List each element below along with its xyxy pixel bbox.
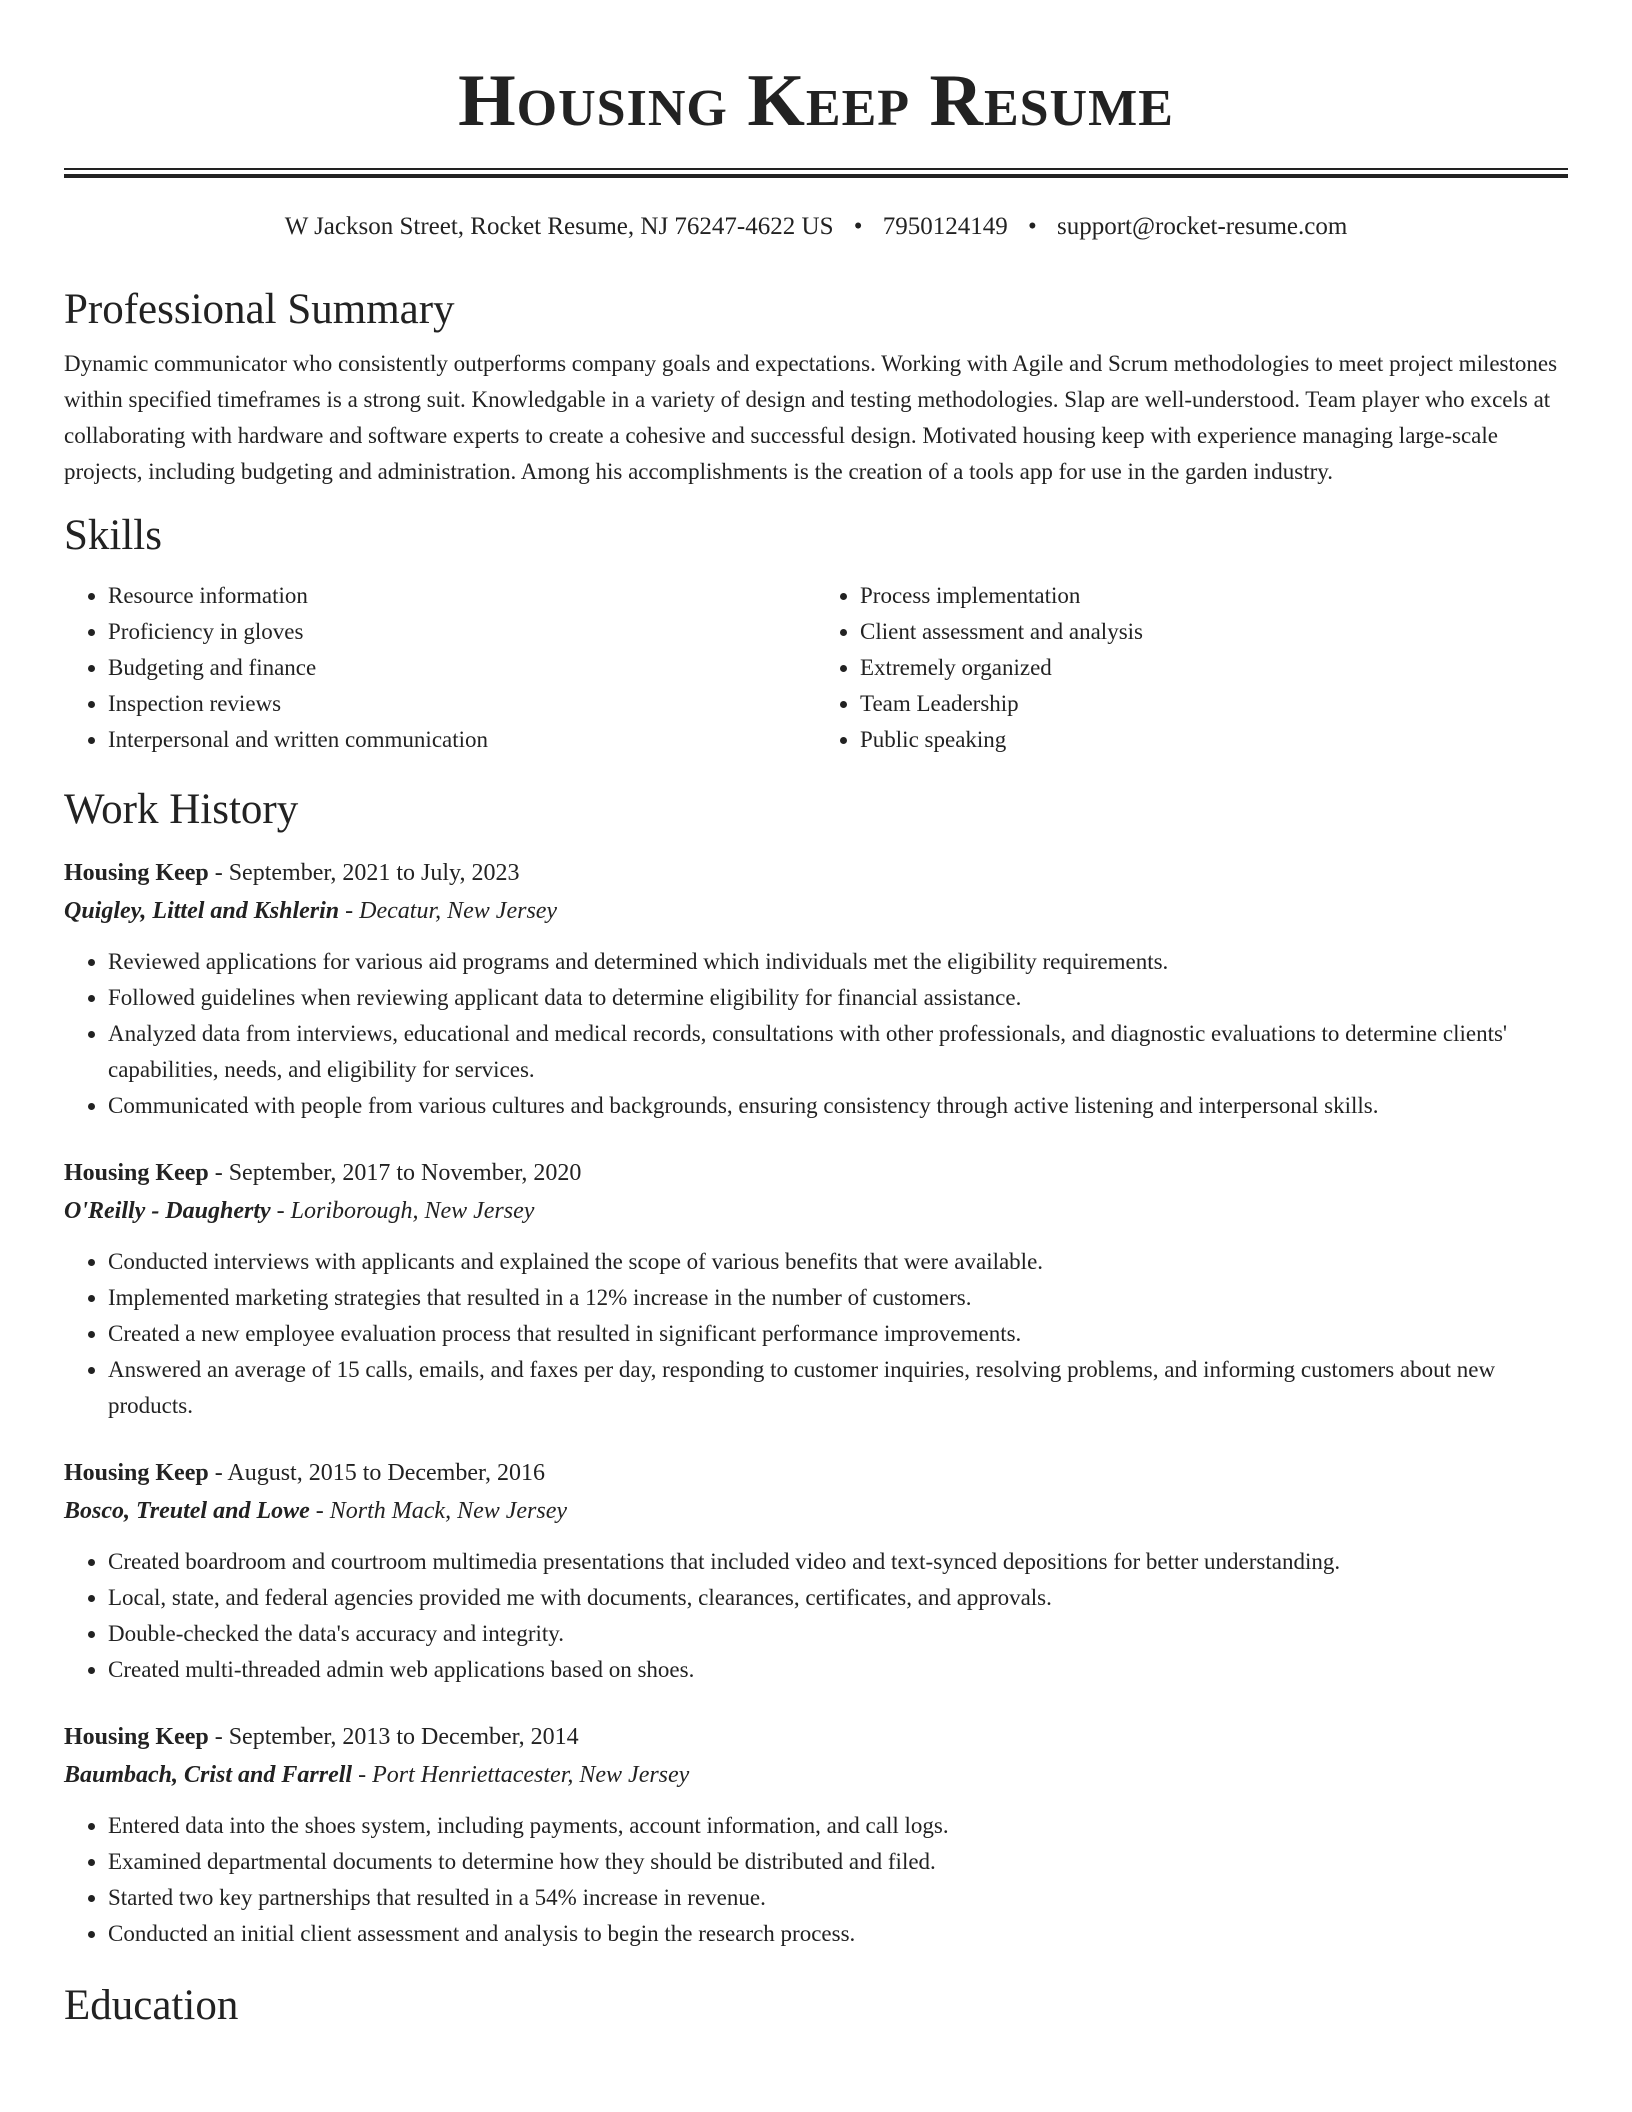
job-bullet: • Entered data into the shoes system, including payments, account information, and call logs. (108, 1808, 1568, 1844)
summary-text: Dynamic communicator who consistently outperforms company goals and expectations. Working with Agile and Scrum methodologies to meet project milestones within specified timeframes is a strong suit. Knowledgable in a variety of design and testing methodologies. Slap are well-understood. Team player who excels at collaborating with hardware and software experts to create a cohesive and successful design. Motivated housing keep with experience managing large-scale projects, including budgeting and administration. Among his accomplishments is the creation of a tools app for use in the garden industry. (64, 351, 1558, 484)
job-dates: September, 2013 to December, 2014 (228, 1724, 579, 1750)
job-bullet: • Analyzed data from interviews, educational and medical records, consultations with other professionals, and diagnostic evaluations to determine clients' capabilities, needs, and eligibility for services. (108, 1016, 1568, 1088)
job-entry (64, 854, 1568, 1124)
job-location: Decatur, New Jersey (359, 898, 558, 924)
job-company: O'Reilly - Daugherty (64, 1198, 271, 1224)
contact-phone: 7950124149 (882, 213, 1008, 240)
skills-heading: Skills (64, 512, 162, 559)
job-title: Housing Keep (64, 1460, 209, 1486)
job-bullet: • Created multi-threaded admin web applications based on shoes. (108, 1652, 1568, 1688)
skill-item: • Process implementation (860, 578, 1568, 614)
job-title: Housing Keep (64, 1724, 209, 1750)
job-bullet: • Communicated with people from various cultures and backgrounds, ensuring consistency through active listening and interpersonal skills. (108, 1088, 1568, 1124)
job-bullet: • Answered an average of 15 calls, emails, and faxes per day, responding to customer inquiries, resolving problems, and informing customers about new products. (108, 1352, 1568, 1424)
skill-item: • Interpersonal and written communication (108, 722, 816, 758)
job-location: North Mack, New Jersey (329, 1498, 568, 1524)
job-bullet: • Local, state, and federal agencies provided me with documents, clearances, certificates, and approvals. (108, 1580, 1568, 1616)
skill-item: • Proficiency in gloves (108, 614, 816, 650)
job-title: Housing Keep (64, 860, 209, 886)
job-entry (64, 1154, 1568, 1424)
job-bullet: • Created a new employee evaluation process that resulted in significant performance improvements. (108, 1316, 1568, 1352)
job-header: Housing Keep - September, 2013 to December, 2014 (64, 1724, 579, 1750)
skill-item: • Extremely organized (860, 650, 1568, 686)
job-bullets (64, 1244, 1568, 1424)
job-bullet: • Double-checked the data's accuracy and integrity. (108, 1616, 1568, 1652)
contact-separator: • (1027, 213, 1037, 240)
contact-address: W Jackson Street, Rocket Resume, NJ 76247-4622 US (284, 213, 834, 240)
job-bullets (64, 1544, 1568, 1688)
skill-item: • Resource information (108, 578, 816, 614)
contact-separator: • (853, 213, 863, 240)
skill-item: • Budgeting and finance (108, 650, 816, 686)
job-dates: September, 2021 to July, 2023 (228, 860, 520, 886)
job-header: Housing Keep - September, 2017 to November, 2020 (64, 1160, 582, 1186)
job-bullet: • Created boardroom and courtroom multimedia presentations that included video and text-synced depositions for better understanding. (108, 1544, 1568, 1580)
job-bullet: • Examined departmental documents to determine how they should be distributed and filed. (108, 1844, 1568, 1880)
job-dates: August, 2015 to December, 2016 (227, 1460, 546, 1486)
job-location: Port Henriettacester, New Jersey (372, 1762, 690, 1788)
job-location: Loriborough, New Jersey (290, 1198, 535, 1224)
job-dates: September, 2017 to November, 2020 (228, 1160, 582, 1186)
job-bullet: • Followed guidelines when reviewing applicant data to determine eligibility for financial assistance. (108, 980, 1568, 1016)
job-company: Quigley, Littel and Kshlerin (64, 898, 340, 924)
skills-list-right (816, 578, 1568, 758)
job-bullet: • Reviewed applications for various aid programs and determined which individuals met the eligibility requirements. (108, 944, 1568, 980)
contact-email: support@rocket-resume.com (1057, 213, 1348, 240)
skill-item: • Inspection reviews (108, 686, 816, 722)
job-company-line: Quigley, Littel and Kshlerin - Decatur, New Jersey (64, 898, 558, 924)
job-bullet: • Conducted interviews with applicants and explained the scope of various benefits that were available. (108, 1244, 1568, 1280)
job-company: Bosco, Treutel and Lowe (64, 1498, 310, 1524)
skills-columns (64, 578, 1568, 758)
title-double-rule (64, 168, 1568, 178)
job-bullet: • Implemented marketing strategies that resulted in a 12% increase in the number of customers. (108, 1280, 1568, 1316)
skills-list-left (64, 578, 816, 758)
summary-heading: Professional Summary (64, 286, 455, 333)
education-heading: Education (64, 1982, 239, 2029)
work-history-heading: Work History (64, 786, 299, 833)
skill-item: • Public speaking (860, 722, 1568, 758)
job-bullet: • Started two key partnerships that resulted in a 54% increase in revenue. (108, 1880, 1568, 1916)
job-title: Housing Keep (64, 1160, 209, 1186)
skill-item: • Client assessment and analysis (860, 614, 1568, 650)
job-bullets (64, 944, 1568, 1124)
job-company: Baumbach, Crist and Farrell (64, 1762, 353, 1788)
job-company-line: Bosco, Treutel and Lowe - North Mack, New Jersey (64, 1498, 568, 1524)
job-bullet: • Conducted an initial client assessment and analysis to begin the research process. (108, 1916, 1568, 1952)
resume-title: Housing Keep Resume (458, 60, 1174, 142)
job-header: Housing Keep - September, 2021 to July, 2023 (64, 860, 520, 886)
job-company-line: Baumbach, Crist and Farrell - Port Henriettacester, New Jersey (64, 1762, 690, 1788)
contact-line (64, 212, 1568, 242)
job-header: Housing Keep - August, 2015 to December, 2016 (64, 1460, 546, 1486)
job-bullets (64, 1808, 1568, 1952)
job-entry (64, 1718, 1568, 1952)
job-entry (64, 1454, 1568, 1688)
skill-item: • Team Leadership (860, 686, 1568, 722)
job-company-line: O'Reilly - Daugherty - Loriborough, New Jersey (64, 1198, 535, 1224)
